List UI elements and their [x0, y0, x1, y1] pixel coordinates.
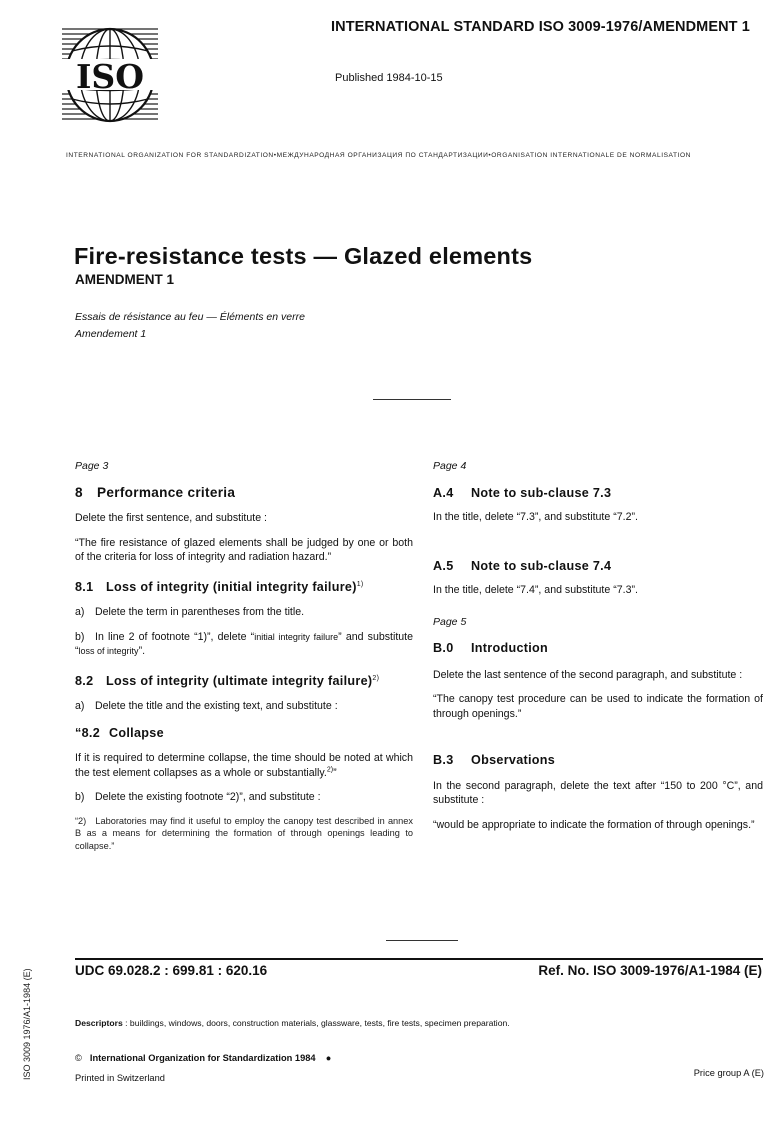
section-heading-8: 8 Performance criteria — [75, 484, 236, 500]
quoted-paragraph: “The fire resistance of glazed elements shall be judged by one or both of the criteria for loss of integrity and radiation hazard.” — [75, 536, 413, 563]
quoted-paragraph: “The canopy test procedure can be used to indicate the formation of through openings.” — [433, 693, 763, 720]
document-title: Fire-resistance tests — Glazed elements — [74, 243, 533, 269]
udc-code: UDC 69.028.2 : 699.81 : 620.16 — [75, 963, 268, 978]
paragraph: In the title, delete “7.4”, and substitute “7.3”. — [433, 584, 638, 596]
paragraph: Delete the first sentence, and substitute : — [75, 512, 267, 524]
section-heading-a-5: A.5 Note to sub-clause 7.4 — [433, 558, 612, 573]
paragraph: In the second paragraph, delete the text after “150 to 200 °C”, and substitute : — [433, 779, 763, 806]
list-item-a: a) Delete the term in parentheses from the title. — [75, 606, 305, 618]
section-heading-a-4: A.4 Note to sub-clause 7.3 — [433, 485, 612, 500]
iso-logo — [62, 26, 158, 124]
section-heading-8-2: 8.2 Loss of integrity (ultimate integrity failure)$^{2)}$ — [75, 673, 380, 688]
organization-line: INTERNATIONAL ORGANIZATION FOR STANDARDIZATION•МЕЖДУНАРОДНАЯ ОРГАНИЗАЦИЯ ПО СТАНДАРТИЗАЦИИ•ORGANISATION INTERNATIONALE DE NORMALISATION — [66, 152, 691, 159]
printed-in: Printed in Switzerland — [75, 1073, 165, 1083]
descriptors-label: Descriptors — [75, 1018, 123, 1028]
quoted-heading-collapse: “8.2 Collapse — [75, 725, 164, 740]
section-heading-b-3: B.3 Observations — [433, 753, 556, 767]
left-column — [75, 459, 413, 852]
section-heading-b-0: B.0 Introduction — [433, 641, 549, 655]
french-title-line2: Amendement 1 — [75, 328, 147, 340]
paragraph: Delete the last sentence of the second paragraph, and substitute : — [433, 668, 743, 681]
section-heading-8-1: 8.1 Loss of integrity (initial integrity failure)$^{1)}$ — [75, 579, 364, 594]
copyright-icon: © — [75, 1053, 82, 1063]
standard-title: INTERNATIONAL STANDARD ISO 3009-1976/AMENDMENT 1 — [331, 19, 750, 35]
paragraph: In the title, delete “7.3”, and substitute “7.2”. — [433, 511, 638, 523]
reference-number: Ref. No. ISO 3009-1976/A1-1984 (E) — [538, 963, 762, 978]
page-label: Page 3 — [75, 460, 109, 472]
french-title — [75, 309, 305, 343]
published-date: Published 1984-10-15 — [335, 72, 443, 84]
footnote-ref: 1) — [356, 580, 364, 588]
quoted-paragraph: If it is required to determine collapse, the time should be noted at which the test element collapses as a whole or substantially.$^{2)}$” — [75, 752, 413, 779]
page-label: Page 5 — [433, 615, 467, 628]
list-item-a: a) Delete the title and the existing text, and substitute : — [75, 700, 338, 712]
page-label: Page 4 — [433, 460, 467, 472]
footer-rule — [75, 958, 763, 960]
replacement-footnote: “2) Laboratories may find it useful to employ the canopy test described in annex B as a means for determining the formation of through openings leading to collapse.” — [75, 815, 413, 851]
list-item-b: b) Delete the existing footnote “2)”, and substitute : — [75, 791, 321, 803]
descriptors: Descriptors : buildings, windows, doors, construction materials, glassware, tests, fire tests, specimen preparation. — [75, 1018, 510, 1028]
title-divider — [373, 399, 451, 400]
french-title-line1: Essais de résistance au feu — Éléments en verre — [75, 311, 305, 323]
side-reference-code: ISO 3009 1976/A1-1984 (E) — [22, 968, 32, 1080]
copyright-line: © International Organization for Standardization 1984 ● — [75, 1053, 332, 1063]
footnote-ref: 2) — [372, 674, 380, 682]
document-subtitle: AMENDMENT 1 — [75, 272, 175, 287]
right-column — [433, 459, 763, 832]
end-divider — [386, 940, 458, 941]
iso-logo-text: ISO — [75, 57, 145, 96]
bullet-icon: ● — [325, 1053, 332, 1063]
quoted-paragraph: “would be appropriate to indicate the formation of through openings.” — [433, 818, 755, 831]
price-group: Price group A (E) — [693, 1068, 764, 1078]
list-item-b: b) In line 2 of footnote “1)”, delete “initial integrity failure” and substitute “loss of integrity”. — [75, 630, 413, 657]
